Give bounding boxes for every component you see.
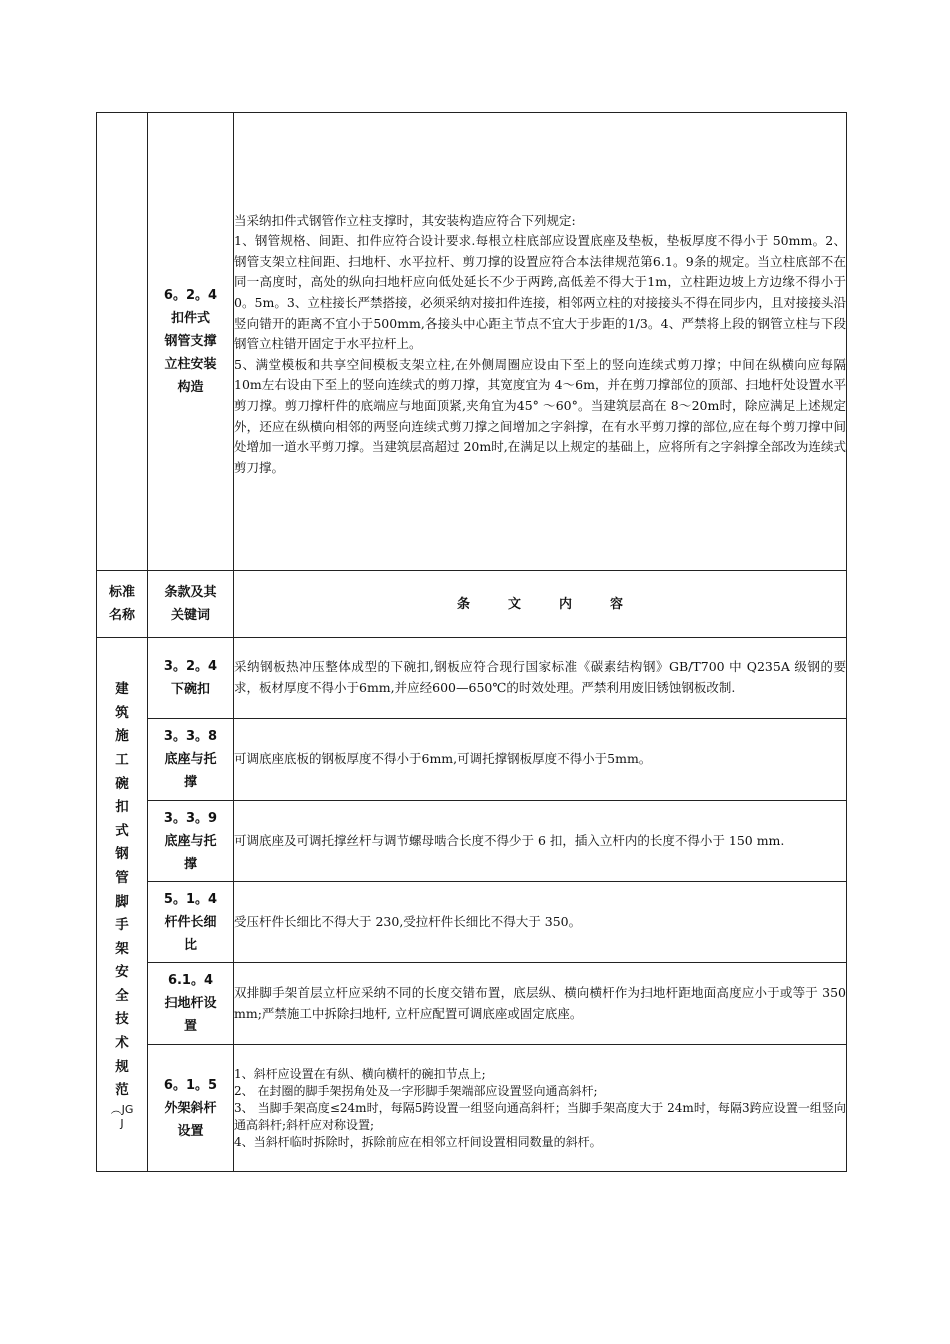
clause-keyword: 钢管支撑 xyxy=(164,334,217,349)
clause-number: 3。2。4 xyxy=(163,659,218,674)
table-row xyxy=(97,801,847,882)
standards-table xyxy=(96,112,847,1172)
clause-number: 3。3。8 xyxy=(163,729,218,744)
clause-number: 6。1。5 xyxy=(163,1077,218,1093)
header-clause: 条款及其 关键词 xyxy=(148,571,234,638)
clause-cell xyxy=(148,638,234,719)
clause-keyword: 构造 xyxy=(177,380,204,395)
clause-content xyxy=(234,113,847,571)
paragraph: 当采纳扣件式钢管作立柱支撑时，其安装构造应符合下列规定: xyxy=(234,212,576,228)
clause-content: 1、斜杆应设置在有纵、横向横杆的碗扣节点上; 2、 在封圈的脚手架拐角处及一字形脚手架端部应设置竖向通高斜杆; 3、 当脚手架高度≤24m时，每隔5跨设置一组竖向通高斜杆；当脚手架高度大于 24m时，每隔3跨应设置一组竖向通高斜杆;斜杆应对称设置; 4、当斜杆临时拆除时，拆除前应在相邻立杆间设置相同数量的斜杆。 xyxy=(234,1045,847,1172)
header-standard-name: 标准 名称 xyxy=(97,571,148,638)
table-row xyxy=(97,1045,847,1172)
clause-keyword: 下碗扣 xyxy=(170,682,210,697)
clause-keyword: 置 xyxy=(183,1019,197,1034)
clause-cell xyxy=(148,719,234,801)
clause-cell xyxy=(148,963,234,1045)
clause-cell xyxy=(148,801,234,882)
header-content: 条文内容 xyxy=(234,571,847,638)
clause-content: 可调底座底板的钢板厚度不得小于6mm,可调托撑钢板厚度不得小于5mm。 xyxy=(234,719,847,801)
clause-keyword: 立柱安装 xyxy=(164,357,217,372)
clause-keyword: 外架斜杆 xyxy=(164,1100,217,1116)
clause-keyword: 扣件式 xyxy=(170,311,210,326)
clause-cell xyxy=(148,113,234,571)
clause-number: 5。1。4 xyxy=(163,891,218,907)
paragraph: 1、钢管规格、间距、扣件应符合设计要求.每根立柱底部应设置底座及垫板，垫板厚度不得小于 50mm。2、钢管支架立柱间距、扫地杆、水平拉杆、剪刀撑的设置应符合本法律规范第6.1。9条的规定。当立柱底部不在同一高度时，高处的纵向扫地杆应向低处延长不少于两跨,高低差不得大于1m，立柱距边坡上方边缘不得小于0。5m。3、立柱接长严禁搭接，必须采纳对接扣件连接，相邻两立柱的对接接头不得在同步内，且对接接头沿竖向错开的距离不宜小于500mm,各接头中心距主节点不宜大于步距的1/3。4、严禁将上段的钢管立柱与下段钢管立柱错开固定于水平拉杆上。 xyxy=(234,233,846,352)
clause-content: 采纳钢板热冲压整体成型的下碗扣,钢板应符合现行国家标准《碳素结构钢》GB/T700 中 Q235A 级钢的要求，板材厚度不得小于6mm,并应经600—650℃的时效处理。严禁利用废旧锈蚀钢板改制. xyxy=(234,638,847,719)
table-row xyxy=(97,963,847,1045)
table-row xyxy=(97,638,847,719)
clause-content: 可调底座及可调托撑丝杆与调节螺母啮合长度不得少于 6 扣，插入立杆内的长度不得小于 150 mm. xyxy=(234,801,847,882)
clause-content: 受压杆件长细比不得大于 230,受拉杆件长细比不得大于 350。 xyxy=(234,882,847,963)
paragraph: 5、满堂模板和共享空间模板支架立柱,在外侧周圈应设由下至上的竖向连续式剪刀撑；中间在纵横向应每隔10m左右设由下至上的竖向连续式的剪刀撑，其宽度宜为 4～6m，并在剪刀撑部位的顶部、扫地杆处设置水平剪刀撑。剪刀撑杆件的底端应与地面顶紧,夹角宜为45° ～60°。当建筑层高在 8～20m时，除应满足上述规定外，还应在纵横向相邻的两竖向连续式剪刀撑之间增加之字斜撑，在有水平剪刀撑的部位,应在每个剪刀撑中间处增加一道水平剪刀撑。当建筑层高超过 20m时,在满足以上规定的基础上，应将所有之字斜撑全部改为连续式剪刀撑。 xyxy=(234,356,846,475)
clause-keyword: 设置 xyxy=(177,1123,204,1139)
clause-keyword: 比 xyxy=(183,937,197,953)
table-row xyxy=(97,882,847,963)
clause-number: 3。3。9 xyxy=(163,810,218,826)
clause-keyword: 撑 xyxy=(183,775,197,790)
table-row xyxy=(97,719,847,801)
standard-name-cell-empty xyxy=(97,113,148,571)
table-row xyxy=(97,113,847,571)
clause-number: 6.1。4 xyxy=(167,973,214,988)
clause-cell xyxy=(148,1045,234,1172)
clause-keyword: 杆件长细 xyxy=(164,914,217,930)
clause-content: 双排脚手架首层立杆应采纳不同的长度交错布置，底层纵、横向横杆作为扫地杆距地面高度应小于或等于 350 mm;严禁施工中拆除扫地杆, 立杆应配置可调底座或固定底座。 xyxy=(234,963,847,1045)
clause-keyword: 撑 xyxy=(183,856,197,872)
clause-keyword: 扫地杆设 xyxy=(164,996,217,1011)
clause-number: 6。2。4 xyxy=(163,288,218,303)
clause-keyword: 底座与托 xyxy=(164,833,217,849)
clause-keyword: 底座与托 xyxy=(164,752,217,767)
header-row xyxy=(97,571,847,638)
clause-cell xyxy=(148,882,234,963)
standard-name-cell: 建 筑 施 工 碗 扣 式 钢 管 脚 手 架 安 全 技 术 规 范 ︵JG J xyxy=(97,638,148,1172)
